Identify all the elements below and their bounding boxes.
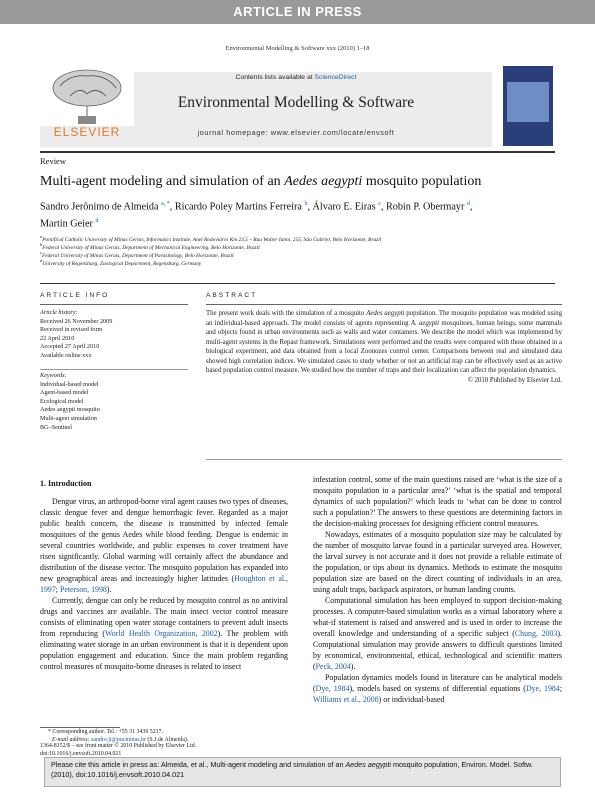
paragraph [313, 672, 562, 705]
sciencedirect-link[interactable]: ScienceDirect [314, 74, 357, 81]
front-matter-rule [40, 283, 555, 284]
paragraph [313, 529, 562, 595]
reference-link[interactable]: Dye, 1984 [315, 684, 350, 693]
history-entry: Available online xxx [40, 351, 92, 359]
reference-link[interactable]: Peterson, 1998 [59, 585, 107, 594]
separator: ; [55, 585, 60, 594]
email-label: E-mail address: [52, 737, 92, 743]
abstract-bottom-rule [206, 459, 562, 460]
abstract-part: mosquitoes, human beings, some mammals and objects found in urban environments such as walls and water containers. We describe the model which was implemented by multi-agent systems in the Repast framework. Simulations were performed and the results were compared with those obtained in a biological experiment, and data obtained from a local Zoonozes control center. Comparisons between real and simulated data showed high correlation indices. We simulated cases to study whether or not an artificial trap can be effectively used as an active based population control measure. We studied how the number of traps and their localization can affect the population dynamics. [206, 319, 562, 374]
paragraph-text: Nowadays, estimates of a mosquito population size may be calculated by the number of mosquito larvae found in a particular surveyed area. However, the larval survey is not accurate and it does not provide a reliable estimate of the population, or tips about its dynamics. Methods to estimate the mosquito population size are based on the direct counting of individuals in an area, using adult traps, backpack aspirators, or human landing counts. [313, 530, 562, 594]
article-info-heading: ARTICLE INFO [40, 292, 110, 299]
issn-line: 1364-8152/$ – see front matter © 2010 Published by Elsevier Ltd. [40, 743, 197, 749]
author-affiliation-marker[interactable]: b [304, 201, 308, 207]
journal-title: Environmental Modelling & Software [177, 94, 415, 111]
title-species: Aedes aegypti [284, 174, 363, 189]
affiliation-letter: c [40, 250, 42, 255]
affiliation-letter: a [40, 234, 43, 239]
author-list: Sandro Jerônimo de Almeida $^{a, *}$, Ricardo Poley Martins Ferreira $^b$, Álvaro E. Eiras $^c$, Robin P. Obermayr $^d$, Martin Geier $^d$ [40, 201, 473, 230]
journal-homepage[interactable]: journal homepage: www.elsevier.com/locate/envsoft [197, 128, 395, 137]
citation-box [44, 757, 561, 787]
paragraph [40, 595, 288, 672]
affiliation-text: Federal University of Minas Gerais, Department of Mechanical Engineering, Belo Horizonte, Brazil [42, 244, 260, 251]
paragraph-text: Population dynamics models found in literature can be analytical models ( [313, 673, 562, 693]
article-info-rule [40, 304, 188, 305]
author-affiliation-marker[interactable]: a, * [161, 201, 170, 207]
author-name: Robin P. Obermayr [385, 201, 465, 213]
reference-link[interactable]: Houghton et al., 1997 [40, 574, 288, 594]
citation-text: mosquito population, Environ. Model. Softw. (2010), doi:10.1016/j.envsoft.2010.04.021 [51, 760, 533, 779]
history-label: Article history: [40, 309, 78, 316]
title-part: mosquito population [362, 174, 482, 189]
email-link[interactable]: sandro.ji@pucminas.br [91, 737, 146, 743]
history-entry: Received 26 November 2009 [40, 317, 113, 325]
keyword: Individual-based model [40, 380, 99, 388]
history-entry: Received in revised form [40, 326, 103, 334]
reference-link[interactable]: Peck, 2004 [315, 662, 351, 671]
paragraph-text: ). The problem with eliminating water storage in an urban environment is that it is dependent upon population engagement and education. Since the main problem regarding control measures of mosquito-borne diseases is related to insect [40, 629, 288, 671]
paragraph-text: ). [106, 585, 112, 594]
abstract-species: Aedes aegypti [366, 310, 405, 317]
keyword: Agent-based model [40, 389, 89, 397]
affiliation-text: University of Regensburg, Zoological Department, Regensburg, Germany [42, 260, 202, 267]
left-column [40, 496, 288, 672]
paragraph [313, 595, 562, 672]
keyword: Multi-agent simulation [40, 414, 97, 422]
author-affiliation-marker[interactable]: d [466, 201, 470, 207]
journal-citation-line: Environmental Modelling & Software xxx (2010) 1–18 [225, 45, 370, 52]
paragraph-text: ). Computational simulation may provide answers to difficult questions limited by economical, environmental, ethical, technological and scientific matters ( [313, 629, 562, 671]
citation-text: Please cite this article in press as: Almeida, et al., Multi-agent modeling and simulation of an [51, 760, 346, 769]
paragraph-text: Dengue virus, an arthropod-borne viral agent causes two types of diseases, classic dengue fever and dengue hemorrhagic fever. Regarded as a major public health concern, the disease is transmitted by infected female mosquitoes of the genus Aedes while blood feeding. Dengue is endemic in several countries worldwide, and public expenses to cover treatment have risen significantly. Global warming will certainly affect the abundance and distribution of the disease vector. The mosquito population has expanded into new geographical areas and increasingly higher latitudes ( [40, 497, 288, 583]
contents-prefix: Contents lists available at [235, 74, 315, 81]
keywords-label: Keywords: [40, 372, 67, 379]
abstract-text [206, 309, 562, 385]
paragraph-text: ). [350, 662, 356, 671]
contents-line [140, 74, 452, 81]
paragraph-text: ) or individual-based [378, 695, 445, 704]
keywords-rule [40, 369, 188, 370]
history-entry: 22 April 2010 [40, 334, 75, 342]
right-column [313, 474, 562, 705]
header-rule [40, 151, 555, 153]
article-history [40, 309, 190, 361]
email-suffix: (S.J.de Almeida). [145, 737, 189, 743]
author-name: Martin Geier [40, 218, 93, 230]
abstract-heading: ABSTRACT [206, 292, 258, 299]
affiliation-text: Federal University of Minas Gerais, Department of Parasitology, Belo Horizonte, Brazil [42, 252, 234, 259]
reference-link[interactable]: Williams et al., 2008 [313, 695, 379, 704]
article-title [40, 174, 560, 190]
paragraph-text: Currently, dengue can only be reduced by mosquito control as no antiviral drugs and vaccines are available. The main insect vector control measure consists of eliminating open water storage containers to prevent adult insects from reproducing ( [40, 596, 288, 638]
affiliation-text: Pontifical Catholic University of Minas Gerais, Informatics Institute, Anel Rodoviário Km 23,5 – Rua Walter Ianni, 255, São Gabriel, Belo Horizonte, Brazil [42, 236, 382, 243]
author-name: Sandro Jerônimo de Almeida [40, 201, 159, 213]
abstract-part: population. The mosquito population was modeled using an individual-based approach. The model consists of agents representing [206, 310, 562, 327]
keyword: BG–Sentinel [40, 423, 72, 431]
affiliation-letter: b [40, 242, 43, 247]
author-name: Álvaro E. Eiras [312, 201, 376, 213]
reference-link[interactable]: Dye, 1984 [525, 684, 560, 693]
reference-link[interactable]: World Health Organization, 2002 [104, 629, 218, 638]
article-type: Review [40, 156, 66, 166]
keywords-block [40, 372, 190, 432]
paragraph [40, 496, 288, 595]
history-entry: Accepted 27 April 2010 [40, 343, 100, 351]
footnote-rule [40, 727, 120, 728]
paragraph-text: ), models based on systems of differential equations ( [349, 684, 526, 693]
author-affiliation-marker[interactable]: d [95, 218, 99, 225]
author-affiliation-marker[interactable]: c [378, 201, 381, 207]
separator: ; [559, 684, 563, 693]
article-in-press-banner: ARTICLE IN PRESS [0, 0, 595, 24]
author-name: Ricardo Poley Martins Ferreira [174, 201, 302, 213]
affiliation [40, 258, 560, 267]
reference-link[interactable]: Chung, 2003 [514, 629, 558, 638]
section-heading-introduction: 1. Introduction [40, 479, 92, 488]
citation-species: Aedes aegypti [345, 760, 392, 769]
doi-line: doi:10.1016/j.envsoft.2010.04.021 [40, 751, 122, 757]
abstract-part: The present work deals with the simulation of a mosquito [206, 310, 367, 317]
affiliation-letter: d [40, 258, 43, 263]
elsevier-wordmark: ELSEVIER [53, 125, 121, 139]
abstract-rule [206, 304, 562, 305]
paragraph-text: Computational simulation has been employed to support decision-making processes. A computer-based simulation works as a virtual laboratory where a what-if statement is raised and answered and is used in order to increase the overall knowledge and understanding of a specific subject ( [313, 596, 562, 638]
journal-cover-image [507, 82, 549, 122]
abstract-species: A. aegypti [410, 319, 439, 327]
keyword: Aedes aegypti mosquito [40, 406, 100, 414]
paragraph [313, 474, 562, 529]
corresponding-author-note: * Corresponding author. Tel.: +55 31 3439 5217. [48, 729, 164, 735]
keyword: Ecological model [40, 397, 84, 405]
copyright-line: © 2010 Published by Elsevier Ltd. [467, 376, 562, 384]
paragraph-text: infestation control, some of the main questions raised are ‘what is the size of a mosquito population in a particular area?’ ‘what is the spatial and temporal dynamics of such population?’ which leads to ‘what can be done to control such a population?’ The answers to these questions are determining factors in the decision-making processes for designing efficient control measures. [313, 475, 562, 528]
title-part: Multi-agent modeling and simulation of an [40, 174, 285, 189]
